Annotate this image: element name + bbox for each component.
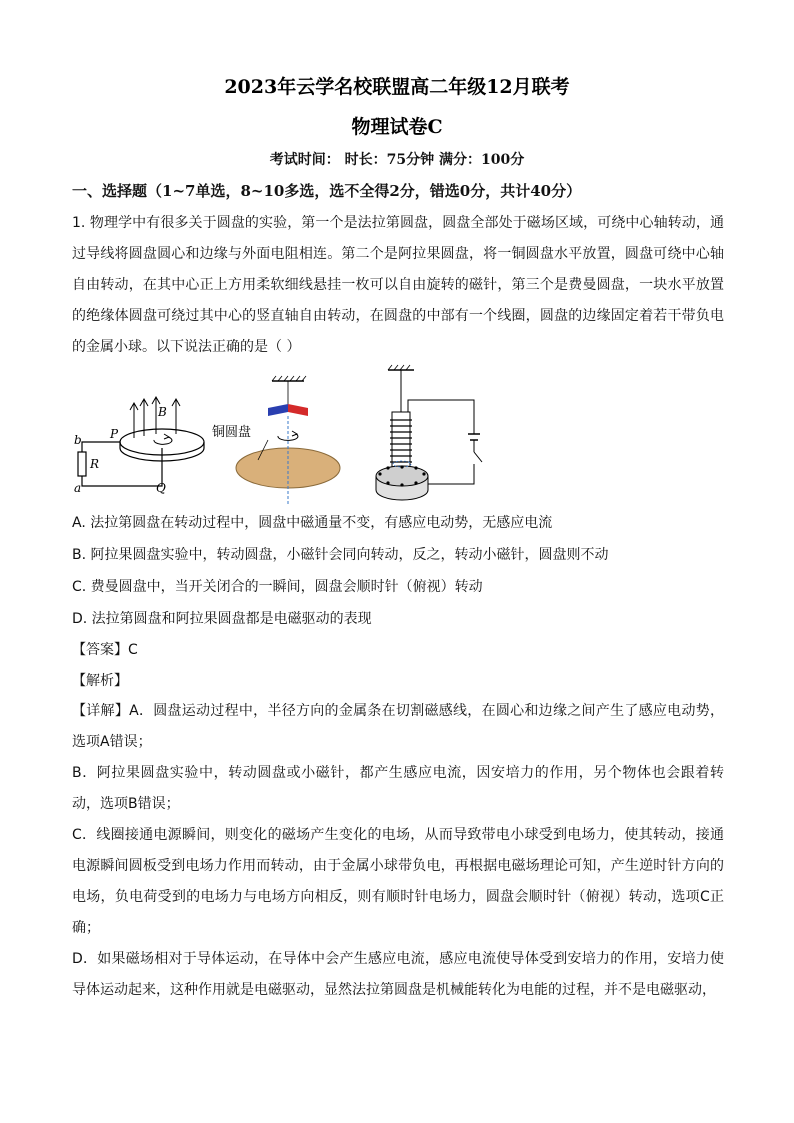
question-figure — [72, 364, 512, 514]
section-heading: 一、选择题（1~7单选，8~10多选，选不全得2分，错选0分，共计40分） — [72, 182, 582, 200]
arago-disk-diagram — [212, 376, 340, 504]
label-B: B — [158, 405, 167, 419]
option-d: D. 法拉第圆盘和阿拉果圆盘都是电磁驱动的表现 — [72, 611, 372, 627]
exam-subtitle: 物理试卷C — [351, 116, 443, 138]
analysis-tag: 【解析】 — [72, 673, 128, 689]
option-c: C. 费曼圆盘中，当开关闭合的一瞬间，圆盘会顺时针（俯视）转动 — [72, 579, 483, 595]
label-R: R — [90, 457, 100, 471]
feynman-disk-diagram — [376, 365, 482, 500]
label-Q: Q — [156, 481, 166, 495]
answer: 【答案】C — [72, 642, 138, 658]
label-P: P — [110, 427, 119, 441]
option-b: B. 阿拉果圆盘实验中，转动圆盘，小磁针会同向转动，反之，转动小磁针，圆盘则不动 — [72, 547, 609, 563]
faraday-disk-diagram — [74, 397, 204, 495]
label-copper-disk: 铜圆盘 — [212, 425, 252, 440]
exam-title: 2023年云学名校联盟高二年级12月联考 — [224, 76, 570, 98]
option-a: A. 法拉第圆盘在转动过程中，圆盘中磁通量不变，有感应电动势，无感应电流 — [72, 515, 553, 531]
analysis-b: B．阿拉果圆盘实验中，转动圆盘或小磁针，都产生感应电流，因安培力的作用，另个物体也会跟着转动，选项B错误； — [72, 765, 724, 812]
label-b: b — [74, 433, 82, 447]
analysis-a: 【详解】A．圆盘运动过程中，半径方向的金属条在切割磁感线，在圆心和边缘之间产生了感应电动势，选项A错误； — [72, 703, 724, 750]
question-stem: 1. 物理学中有很多关于圆盘的实验，第一个是法拉第圆盘，圆盘全部处于磁场区域，可绕中心轴转动，通过导线将圆盘圆心和边缘与外面电阻相连。第二个是阿拉果圆盘，将一铜圆盘水平放置，圆盘可绕中心轴自由转动，在其中心正上方用柔软细线悬挂一枚可以自由旋转的磁针，第三个是费曼圆盘，一块水平放置的绝缘体圆盘可绕过其中心的竖直轴自由转动，在圆盘的中部有一个线圈，圆盘的边缘固定着若干带负电的金属小球。以下说法正确的是（ ） — [72, 215, 724, 355]
analysis-c: C．线圈接通电源瞬间，则变化的磁场产生变化的电场，从而导致带电小球受到电场力，使其转动，接通电源瞬间圆板受到电场力作用而转动，由于金属小球带负电，再根据电磁场理论可知，产生逆时针方向的电场，负电荷受到的电场力与电场方向相反，则有顺时针电场力，圆盘会顺时针（俯视）转动，选项C正确； — [72, 827, 724, 936]
analysis-d: D．如果磁场相对于导体运动，在导体中会产生感应电流，感应电流使导体受到安培力的作用，安培力使导体运动起来，这种作用就是电磁驱动，显然法拉第圆盘是机械能转化为电能的过程，并不是电磁驱动， — [72, 951, 724, 998]
exam-meta: 考试时间： 时长：75分钟 满分：100分 — [269, 152, 525, 168]
label-a: a — [74, 481, 82, 495]
